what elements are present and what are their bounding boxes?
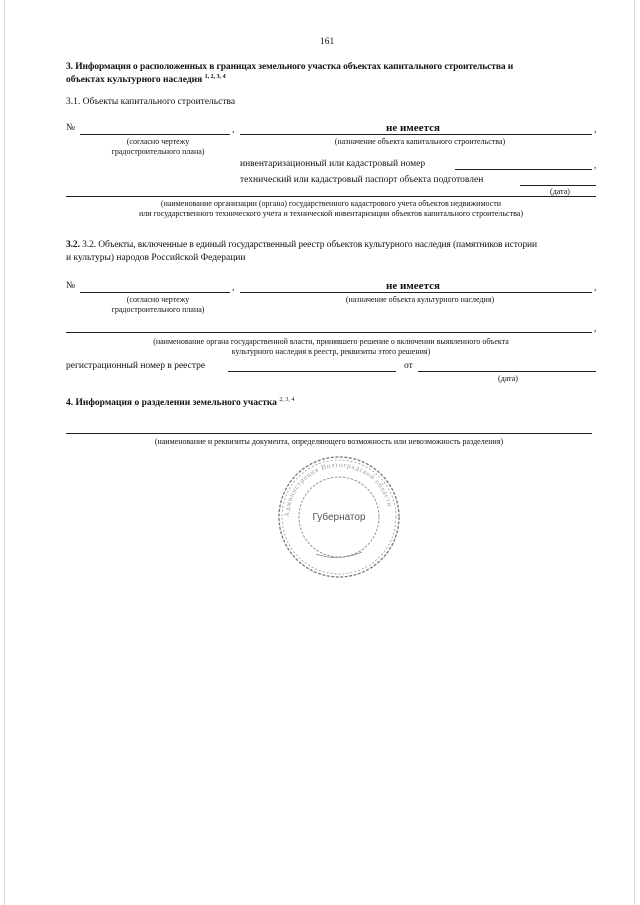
sub32-cap-right: (назначение объекта культурного наследия) (345, 295, 495, 304)
sub31-cap-left (88, 137, 228, 157)
reg-label: регистрационный номер в реестре (66, 361, 206, 371)
stamp-ring-text: Администрация Волгоградской области (282, 460, 394, 518)
sub31-cap-left-1: (согласно чертежу (126, 137, 190, 146)
organ-comma: , (594, 324, 597, 334)
inventory-label: инвентаризационный или кадастровый номер (240, 159, 426, 169)
org-line (66, 196, 596, 197)
inventory-comma: , (594, 161, 597, 171)
section4-heading-sup: 2, 3, 4 (279, 397, 295, 403)
sub32-title-2: и культуры) народов Российской Федерации (66, 253, 246, 263)
section3-heading-line2 (66, 74, 226, 85)
sub32-cap-left (88, 295, 228, 315)
sub32-comma-1: , (232, 283, 235, 293)
sub31-num-line (80, 134, 230, 135)
organ-cap-1: (наименование органа государственной власти, принявшего решение о включении выявленного объекта (153, 337, 509, 346)
section4-heading (66, 397, 294, 408)
organ-cap (66, 337, 596, 357)
reg-line (228, 371, 396, 372)
org-cap-1: (наименование организации (органа) государственного кадастрового учета объектов недвижимости (160, 199, 502, 208)
section4-doc-line (66, 433, 592, 434)
sub32-comma-2: , (594, 283, 597, 293)
inventory-line (455, 169, 592, 170)
sub32-value: не имеется (386, 280, 440, 292)
reg-date-line (418, 371, 596, 372)
sub32-cap-left-1: (согласно чертежу (126, 295, 190, 304)
sub31-cap-left-2: градостроительного плана) (111, 147, 205, 156)
sub31-title: 3.1. Объекты капитального строительства (66, 97, 236, 107)
sub31-comma-2: , (594, 125, 597, 135)
sub31-cap-right: (назначение объекта капитального строительства) (334, 137, 506, 146)
section4-doc-cap: (наименование и реквизиты документа, определяющего возможность или невозможность разделения) (154, 437, 504, 446)
stamp-seal-graphic (276, 454, 402, 580)
org-cap-2: или государственного технического учета и технической инвентаризации объектов капитального строительства) (138, 209, 523, 218)
sub31-num-label: № (66, 123, 76, 133)
org-cap (66, 199, 596, 219)
sub32-title-text: 3.2. Объекты, включенные в единый государственный реестр объектов культурного наследия (памятников истории (82, 240, 537, 250)
left-page-edge (4, 0, 5, 905)
section3-heading: 3. Информация о расположенных в границах земельного участка объектах капитального строительства и (66, 62, 514, 72)
stamp-seal (276, 454, 402, 580)
stamp-center-text: Губернатор (312, 512, 366, 523)
sub32-cap-left-2: градостроительного плана) (111, 305, 205, 314)
page-number: 161 (320, 37, 335, 47)
right-page-edge (634, 0, 635, 905)
reg-date-cap: (дата) (498, 374, 518, 383)
organ-line (66, 332, 592, 333)
from-label: от (404, 361, 413, 371)
passport-date-line (520, 185, 596, 186)
passport-label: технический или кадастровый паспорт объекта подготовлен (240, 175, 484, 185)
section3-heading-line2-text: объектах культурного наследия (66, 75, 203, 86)
sub32-num-label: № (66, 281, 76, 291)
sub31-purpose-line (240, 134, 592, 135)
sub32-title-1 (66, 240, 537, 250)
section3-heading-sup: 1, 2, 3, 4 (204, 74, 226, 80)
section4-heading-text: 4. Информация о разделении земельного участка (66, 398, 277, 409)
sub32-num-line (80, 292, 230, 293)
passport-date-cap: (дата) (550, 187, 570, 196)
sub32-purpose-line (240, 292, 592, 293)
sub31-value: не имеется (386, 122, 440, 134)
sub32-title-num: 3.2. (66, 240, 80, 250)
organ-cap-2: культурного наследия в реестр, реквизиты этого решения) (231, 347, 431, 356)
sub31-comma-1: , (232, 125, 235, 135)
